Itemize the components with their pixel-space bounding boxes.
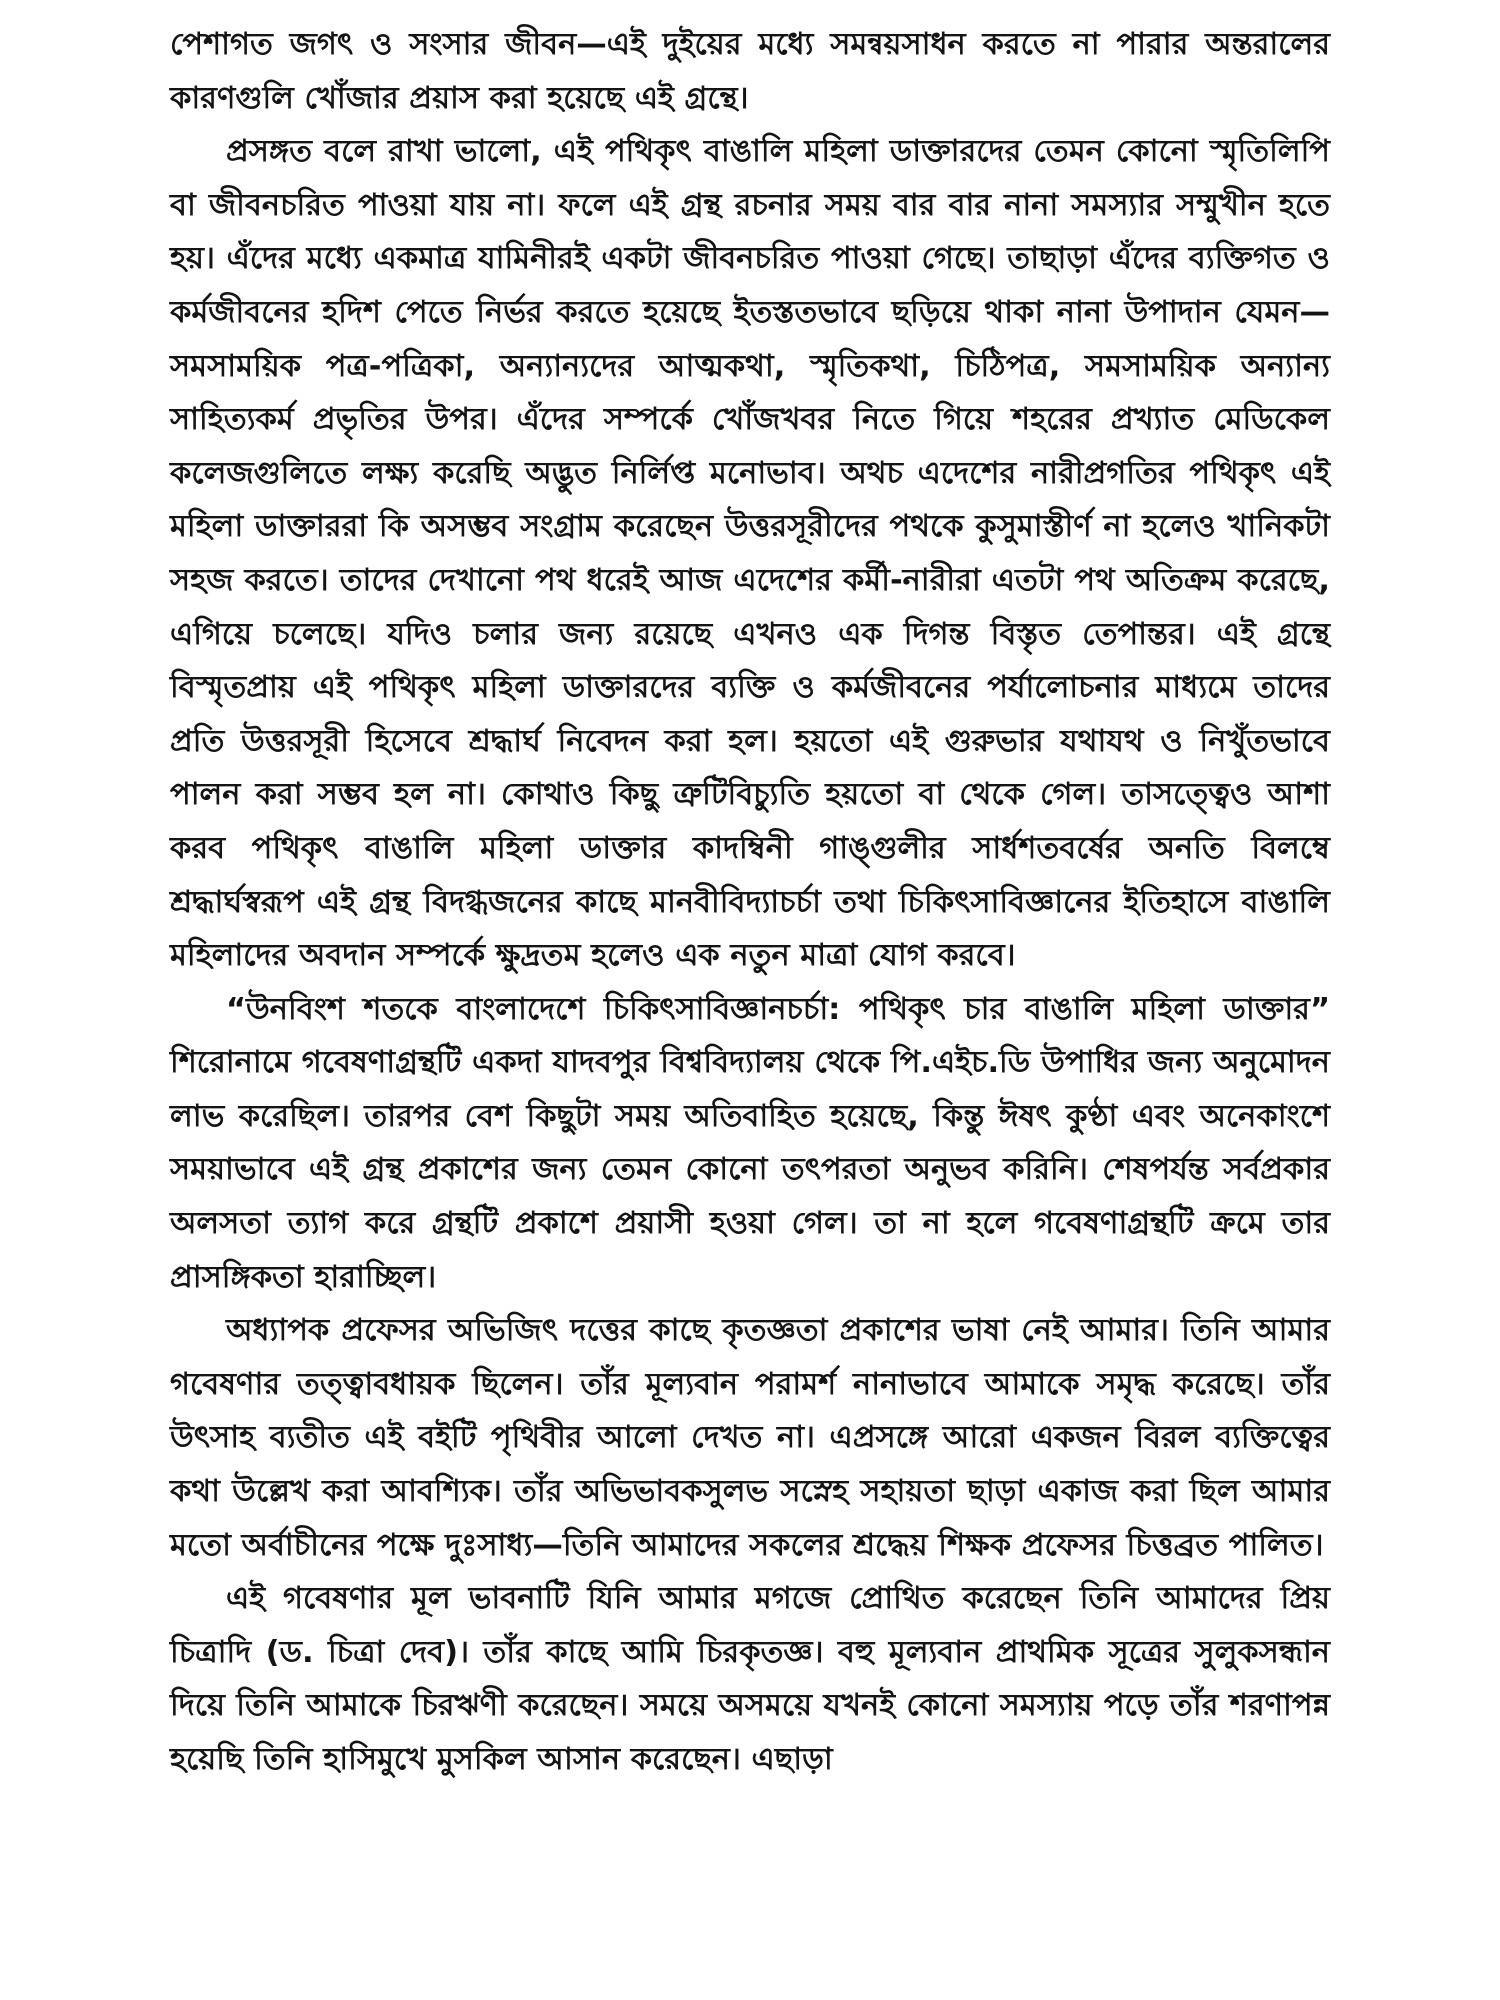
paragraph-1: পেশাগত জগৎ ও সংসার জীবন—এই দুইয়ের মধ্যে সমন্বয়সাধন করতে না পারার অন্তরালের কারণগুলি খোঁজার প্রয়াস করা হয়েছে এই গ্রন্থে। <box>170 27 1330 116</box>
paragraph-2: প্রসঙ্গত বলে রাখা ভালো, এই পথিকৃৎ বাঙালি মহিলা ডাক্তারদের তেমন কোনো স্মৃতিলিপি বা জীবনচরিত পাওয়া যায় না। ফলে এই গ্রন্থ রচনার সময় বার বার নানা সমস্যার সম্মুখীন হতে হয়। এঁদের মধ্যে একমাত্র যামিনীরই একটা জীবনচরিত পাওয়া গেছে। তাছাড়া এঁদের ব্যক্তিগত ও কর্মজীবনের হদিশ পেতে নির্ভর করতে হয়েছে ইতস্ততভাবে ছড়িয়ে থাকা নানা উপাদান যেমন—সমসাময়িক পত্র-পত্রিকা, অন্যান্যদের আত্মকথা, স্মৃতিকথা, চিঠিপত্র, সমসাময়িক অন্যান্য সাহিত্যকর্ম প্রভৃতির উপর। এঁদের সম্পর্কে খোঁজখবর নিতে গিয়ে শহরের প্রখ্যাত মেডিকেল কলেজগুলিতে লক্ষ্য করেছি অদ্ভুত নির্লিপ্ত মনোভাব। অথচ এদেশের নারীপ্রগতির পথিকৃৎ এই মহিলা ডাক্তাররা কি অসম্ভব সংগ্রাম করেছেন উত্তরসূরীদের পথকে কুসুমাস্তীর্ণ না হলেও খানিকটা সহজ করতে। তাদের দেখানো পথ ধরেই আজ এদেশের কর্মী-নারীরা এতটা পথ অতিক্রম করেছে, এগিয়ে চলেছে। যদিও চলার জন্য রয়েছে এখনও এক দিগন্ত বিস্তৃত তেপান্তর। এই গ্রন্থে বিস্মৃতপ্রায় এই পথিকৃৎ মহিলা ডাক্তারদের ব্যক্তি ও কর্মজীবনের পর্যালোচনার মাধ্যমে তাদের প্রতি উত্তরসূরী হিসেবে শ্রদ্ধার্ঘ নিবেদন করা হল। হয়তো এই গুরুভার যথাযথ ও নিখুঁতভাবে পালন করা সম্ভব হল না। কোথাও কিছু ত্রুটিবিচ্যুতি হয়তো বা থেকে গেল। তাসত্ত্বেও আশা করব পথিকৃৎ বাঙালি মহিলা ডাক্তার কাদম্বিনী গাঙ্গুলীর সার্ধশতবর্ষের অনতি বিলম্বে শ্রদ্ধার্ঘস্বরূপ এই গ্রন্থ বিদগ্ধজনের কাছে মানবীবিদ্যাচর্চা তথা চিকিৎসাবিজ্ঞানের ইতিহাসে বাঙালি মহিলাদের অবদান সম্পর্কে ক্ষুদ্রতম হলেও এক নতুন মাত্রা যোগ করবে। <box>170 134 1330 974</box>
paragraph-5: এই গবেষণার মূল ভাবনাটি যিনি আমার মগজে প্রোথিত করেছেন তিনি আমাদের প্রিয় চিত্রাদি (ড. চিত্রা দেব)। তাঁর কাছে আমি চিরকৃতজ্ঞ। বহু মূল্যবান প্রাথমিক সূত্রের সুলুকসন্ধান দিয়ে তিনি আমাকে চিরঋণী করেছেন। সময়ে অসময়ে যখনই কোনো সমস্যায় পড়ে তাঁর শরণাপন্ন হয়েছি তিনি হাসিমুখে মুসকিল আসান করেছেন। এছাড়া <box>170 1581 1330 1777</box>
paragraph-3: “উনবিংশ শতকে বাংলাদেশে চিকিৎসাবিজ্ঞানচর্চা: পথিকৃৎ চার বাঙালি মহিলা ডাক্তার” শিরোনামে গবেষণাগ্রন্থটি একদা যাদবপুর বিশ্ববিদ্যালয় থেকে পি.এইচ.ডি উপাধির জন্য অনুমোদন লাভ করেছিল। তারপর বেশ কিছুটা সময় অতিবাহিত হয়েছে, কিন্তু ঈষৎ কুণ্ঠা এবং অনেকাংশে সময়াভাবে এই গ্রন্থ প্রকাশের জন্য তেমন কোনো তৎপরতা অনুভব করিনি। শেষপর্যন্ত সর্বপ্রকার অলসতা ত্যাগ করে গ্রন্থটি প্রকাশে প্রয়াসী হওয়া গেল। তা না হলে গবেষণাগ্রন্থটি ক্রমে তার প্রাসঙ্গিকতা হারাচ্ছিল। <box>170 991 1330 1295</box>
book-page <box>170 18 1330 1787</box>
paragraph-4: অধ্যাপক প্রফেসর অভিজিৎ দত্তের কাছে কৃতজ্ঞতা প্রকাশের ভাষা নেই আমার। তিনি আমার গবেষণার তত্ত্বাবধায়ক ছিলেন। তাঁর মূল্যবান পরামর্শ নানাভাবে আমাকে সমৃদ্ধ করেছে। তাঁর উৎসাহ ব্যতীত এই বইটি পৃথিবীর আলো দেখত না। এপ্রসঙ্গে আরো একজন বিরল ব্যক্তিত্বের কথা উল্লেখ করা আবশ্যিক। তাঁর অভিভাবকসুলভ সস্নেহ সহায়তা ছাড়া একাজ করা ছিল আমার মতো অর্বাচীনের পক্ষে দুঃসাধ্য—তিনি আমাদের সকলের শ্রদ্ধেয় শিক্ষক প্রফেসর চিত্তব্রত পালিত। <box>170 1313 1330 1563</box>
